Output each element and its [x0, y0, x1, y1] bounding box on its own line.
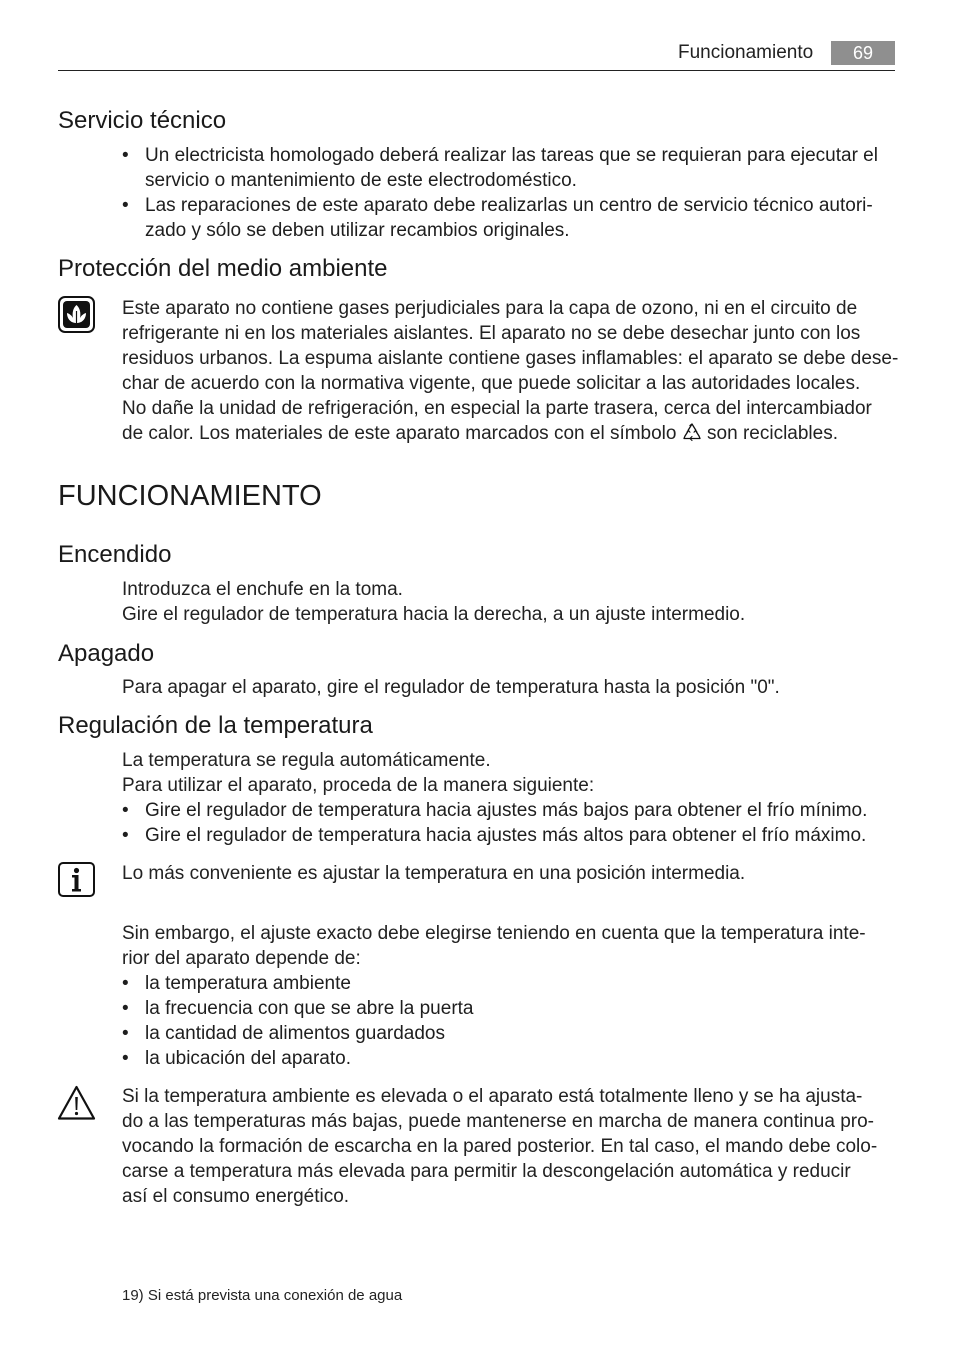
list-item-text: la cantidad de alimentos guardados [145, 1023, 445, 1044]
section-title-servicio: Servicio técnico [58, 107, 227, 134]
list-item-text: la temperatura ambiente [145, 973, 351, 994]
bullet-icon: • [122, 1048, 129, 1069]
paragraph-line: vocando la formación de escarcha en la pared posterior. En tal caso, el mando debe colo- [122, 1136, 878, 1157]
paragraph-line: Si la temperatura ambiente es elevada o el aparato está totalmente lleno y se ha ajusta- [122, 1086, 863, 1107]
paragraph-line: La temperatura se regula automáticamente. [122, 750, 491, 771]
recycle-icon [682, 422, 702, 442]
list-item-line: zado y sólo se deben utilizar recambios originales. [145, 220, 570, 241]
paragraph-line: Este aparato no contiene gases perjudiciales para la capa de ozono, ni en el circuito de [122, 298, 858, 319]
section-title-encendido: Encendido [58, 541, 172, 568]
paragraph-line: rior del aparato depende de: [122, 948, 361, 969]
section-title-apagado: Apagado [58, 640, 155, 667]
paragraph-line-text: son reciclables. [707, 423, 838, 444]
info-icon [58, 862, 95, 897]
paragraph-line: char de acuerdo con la normativa vigente, que puede solicitar a las autoridades locales. [122, 373, 861, 394]
paragraph-line: Introduzca el enchufe en la toma. [122, 579, 403, 600]
list-item-line: servicio o mantenimiento de este electrodoméstico. [145, 170, 577, 191]
paragraph-line: Gire el regulador de temperatura hacia la derecha, a un ajuste intermedio. [122, 604, 746, 625]
list-item-text: Gire el regulador de temperatura hacia ajustes más bajos para obtener el frío mínimo. [145, 800, 868, 821]
page-number-badge: 69 [831, 41, 895, 65]
footnote: 19) Si está prevista una conexión de agua [122, 1287, 403, 1304]
bullet-icon: • [122, 825, 129, 846]
page-title: FUNCIONAMIENTO [58, 480, 322, 512]
regulacion-depends [122, 921, 866, 971]
paragraph-line: así el consumo energético. [122, 1186, 350, 1207]
regulacion-intro [122, 748, 594, 798]
info-note-text: Lo más conveniente es ajustar la temperatura en una posición intermedia. [122, 863, 746, 884]
list-item-text: Gire el regulador de temperatura hacia ajustes más altos para obtener el frío máximo. [145, 825, 867, 846]
list-item-line: Las reparaciones de este aparato debe realizarlas un centro de servicio técnico autori- [145, 195, 873, 216]
paragraph-line: refrigerante ni en los materiales aislantes. El aparato no se debe desechar junto con los [122, 323, 861, 344]
section-title-text: Protección del medio ambiente [58, 255, 388, 282]
bullet-icon: • [122, 195, 129, 216]
bullet-icon: • [122, 800, 129, 821]
bullet-icon: • [122, 145, 129, 166]
paragraph-line: residuos urbanos. La espuma aislante contiene gases inflamables: el aparato se debe dese- [122, 348, 899, 369]
apagado-paragraph: Para apagar el aparato, gire el regulador de temperatura hasta la posición "0". [122, 677, 780, 698]
encendido-paragraph [122, 577, 745, 627]
paragraph-line: carse a temperatura más elevada para permitir la descongelación automática y reducir [122, 1161, 851, 1182]
paragraph-line: do a las temperaturas más bajas, puede mantenerse en marcha de manera continua pro- [122, 1111, 874, 1132]
list-item-line: Un electricista homologado deberá realizar las tareas que se requieran para ejecutar el [145, 145, 878, 166]
list-item-text: la ubicación del aparato. [145, 1048, 351, 1069]
environment-paragraph [122, 296, 898, 446]
header-divider [58, 70, 895, 71]
paragraph-line: Para utilizar el aparato, proceda de la manera siguiente: [122, 775, 595, 796]
paragraph-line: No dañe la unidad de refrigeración, en especial la parte trasera, cerca del intercambiador [122, 398, 872, 419]
paragraph-line: Sin embargo, el ajuste exacto debe elegirse teniendo en cuenta que la temperatura inte- [122, 923, 866, 944]
paragraph-line [122, 421, 898, 446]
paragraph-line-text: de calor. Los materiales de este aparato marcados con el símbolo [122, 423, 677, 444]
bullet-icon: • [122, 973, 129, 994]
section-title-proteccion [58, 254, 388, 284]
section-title-regulacion: Regulación de la temperatura [58, 712, 373, 739]
warning-paragraph [122, 1084, 877, 1209]
warning-icon [57, 1085, 96, 1121]
list-item-text: la frecuencia con que se abre la puerta [145, 998, 474, 1019]
bullet-icon: • [122, 998, 129, 1019]
environment-icon [58, 296, 95, 333]
running-header-title: Funcionamiento [678, 42, 814, 63]
bullet-icon: • [122, 1023, 129, 1044]
